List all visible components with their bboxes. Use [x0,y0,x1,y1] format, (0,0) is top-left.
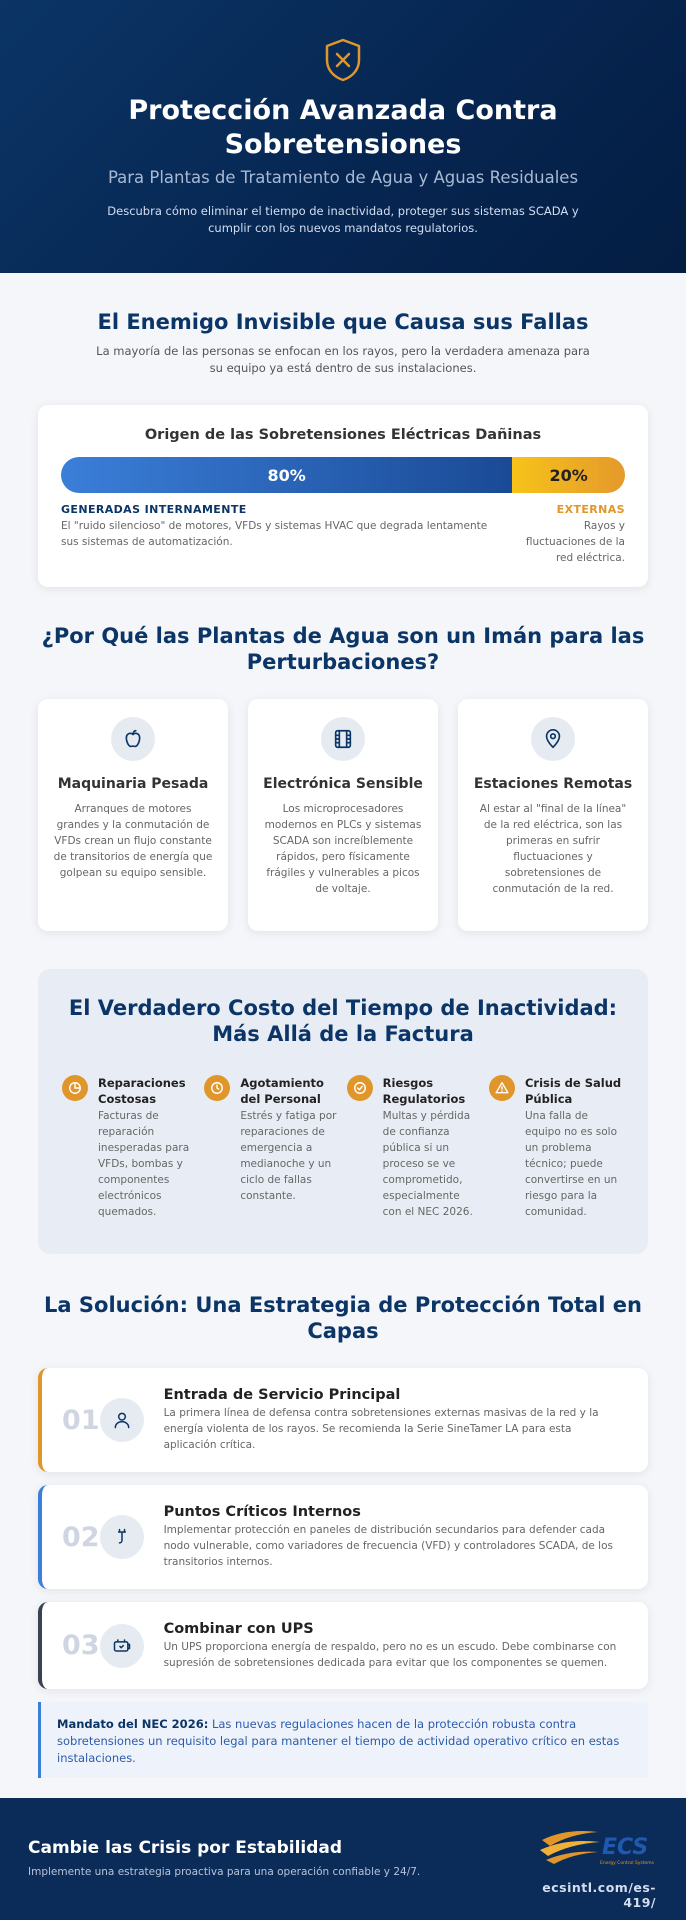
page-title: Protección Avanzada Contra Sobretensiones [128,95,558,160]
enemy-lead: La mayoría de las personas se enfocan en los rayos, pero la verdadera amenaza para su equipo ya está dentro de sus instalaciones. [96,344,590,375]
cost-item-text: Estrés y fatiga por reparaciones de emergencia a medianoche y un ciclo de fallas constante. [240,1110,337,1202]
pie-chart-icon [62,1075,88,1101]
plug-icon [100,1515,144,1559]
layer-number: 01 [62,1404,100,1436]
warning-icon [489,1075,515,1101]
internal-label: GENERADAS INTERNAMENTE [61,503,247,516]
layer-title: Puntos Críticos Internos [163,1504,361,1520]
internal-text: El "ruido silencioso" de motores, VFDs y sistemas HVAC que degrada lentamente sus sistemas de automatización. [61,520,488,548]
cost-item-title: Crisis de Salud Pública [524,1076,622,1106]
mandate-label: Mandato del NEC 2026: [57,1717,209,1731]
card-text: Al estar al "final de la línea" de la red eléctrica, son las primeras en sufrir fluctuaciones y sobretensiones de conmutación de la red. [479,803,627,895]
card-remote-stations [458,699,648,931]
cost-item-staff [204,1075,339,1220]
external-label: EXTERNAS [556,503,625,516]
layer-main-service [38,1368,648,1472]
enemy-section [0,273,686,587]
hero [0,0,686,273]
surge-origin-card [38,405,648,587]
layer-text: La primera línea de defensa contra sobretensiones externas masivas de la red y la energía violenta de los rayos. Se recomienda la Serie SineTamer LA para esta aplicación crítica. [163,1407,599,1451]
card-text: Los microprocesadores modernos en PLCs y sistemas SCADA son increíblemente rápidos, pero físicamente frágiles y vulnerables a picos de voltaje. [264,803,422,895]
card-heavy-machinery [38,699,228,931]
battery-icon [100,1624,144,1668]
cost-item-title: Agotamiento del Personal [240,1076,324,1106]
apple-icon [111,717,155,761]
footer [0,1798,686,1920]
solution-section [0,1254,686,1778]
cost-item-repairs [62,1075,197,1220]
shield-x-icon [323,38,363,82]
solution-layers [38,1368,648,1689]
magnet-title: ¿Por Qué las Plantas de Agua son un Imán para las Perturbaciones? [41,624,645,674]
footer-url[interactable]: ecsintl.com/es-419/ [542,1880,656,1910]
surge-origin-legend [61,503,625,566]
internal-legend [61,503,501,566]
internal-bar-segment: 80% [61,457,512,493]
enemy-title: El Enemigo Invisible que Causa sus Fallas [97,310,589,334]
magnet-section [0,587,686,931]
magnet-cards [38,699,648,931]
check-badge-icon [347,1075,373,1101]
layer-number: 03 [62,1630,100,1661]
footer-tagline: Implemente una estrategia proactiva para una operación confiable y 24/7. [28,1866,421,1878]
cost-item-title: Reparaciones Costosas [98,1076,186,1106]
cost-item-title: Riesgos Regulatorios [382,1076,466,1106]
external-text: Rayos y fluctuaciones de la red eléctrica. [525,520,625,564]
layer-internal-points [38,1485,648,1589]
layer-text: Implementar protección en paneles de distribución secundarios para defender cada nodo vulnerable, como variadores de frecuencia (VFD) y controladores SCADA, de los transitorios internos. [163,1524,613,1568]
cost-item-public-health [489,1075,624,1220]
cost-item-regulatory [347,1075,482,1220]
page-subtitle: Para Plantas de Tratamiento de Agua y Aguas Residuales [107,168,579,187]
user-icon [100,1398,144,1442]
external-bar-segment: 20% [512,457,625,493]
svg-text:ECS: ECS [602,1835,649,1860]
cost-title: El Verdadero Costo del Tiempo de Inactividad: Más Allá de la Factura [68,996,618,1046]
hero-description: Descubra cómo eliminar el tiempo de inactividad, proteger sus sistemas SCADA y cumplir con los nuevos mandatos regulatorios. [107,204,579,235]
surge-origin-title: Origen de las Sobretensiones Eléctricas Dañinas [144,427,542,443]
map-pin-icon [531,717,575,761]
card-text: Arranques de motores grandes y la conmutación de VFDs crean un flujo constante de transitorios de energía que golpean su equipo sensible. [53,803,213,879]
surge-origin-bar [61,457,625,493]
external-legend [515,503,625,566]
film-strip-icon [321,717,365,761]
layer-title: Combinar con UPS [163,1620,314,1637]
solution-title: La Solución: Una Estrategia de Protección Total en Capas [44,1293,642,1343]
layer-number: 02 [62,1521,100,1553]
card-title: Estaciones Remotas [473,776,633,792]
clock-icon [204,1075,230,1101]
cost-item-text: Multas y pérdida de confianza pública si un proceso se ve comprometido, especialmente con el NEC 2026. [382,1110,473,1218]
card-sensitive-electronics [248,699,438,931]
card-title: Electrónica Sensible [263,776,423,792]
layer-text: Un UPS proporciona energía de respaldo, pero no es un escudo. Debe combinarse con supresión de sobretensiones dedicada para evitar que los componentes se quemen. [163,1640,617,1669]
layer-title: Entrada de Servicio Principal [163,1387,401,1403]
cost-item-text: Facturas de reparación inesperadas para VFDs, bombas y componentes electrónicos quemados. [98,1110,190,1218]
nec-mandate-callout [38,1702,648,1778]
cost-items [62,1075,624,1220]
footer-title: Cambie las Crisis por Estabilidad [28,1838,343,1858]
mandate-text: Las nuevas regulaciones hacen de la protección robusta contra sobretensiones un requisito legal para mantener el tiempo de actividad operativo crítico en estas instalaciones. [57,1717,620,1765]
svg-text:Energy Control Systems: Energy Control Systems [600,1861,655,1866]
layer-ups [38,1602,648,1689]
card-title: Maquinaria Pesada [57,776,209,792]
cost-section [38,969,648,1254]
ecs-logo-mark [536,1826,656,1868]
cost-item-text: Una falla de equipo no es solo un problema técnico; puede convertirse en un riesgo para la comunidad. [524,1110,618,1218]
ecs-logo [526,1826,656,1910]
